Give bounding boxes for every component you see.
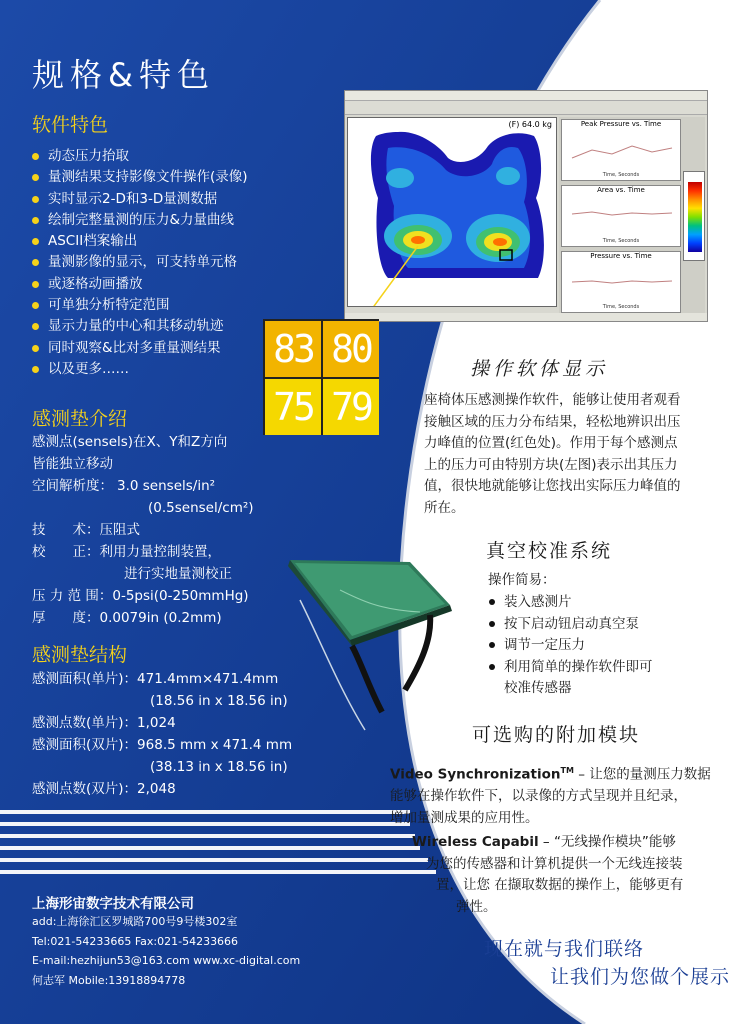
peak-force-label: (F) 64.0 kg — [508, 120, 552, 129]
screenshot-statusbar — [345, 313, 707, 321]
spec-calibration: 校 正： 利用力量控制装置， — [32, 544, 221, 560]
sensel-value: 83 — [265, 321, 321, 377]
list-item: 同时观察&比对多重量测结果 — [30, 338, 248, 359]
company-contact — [32, 912, 300, 990]
spec-area-double: 感测面积(双片)： 968.5 mm x 471.4 mm — [32, 737, 293, 753]
software-screenshot — [344, 90, 708, 322]
area-chart: Area vs. Time Time, Seconds — [561, 185, 681, 247]
pad-intro-specs — [32, 431, 254, 629]
color-scale-legend — [683, 171, 705, 261]
software-features-heading: 软件特色 — [32, 114, 109, 136]
cta-demo: 让我们为您做个展示 — [550, 966, 731, 988]
list-item: 可单独分析特定范围 — [30, 295, 248, 316]
list-item: 按下启动钮启动真空泵 — [488, 614, 653, 636]
list-item: 以及更多…… — [30, 359, 248, 380]
pressure-map — [348, 118, 556, 306]
color-scale-bar — [688, 182, 702, 252]
sensel-value: 75 — [265, 379, 321, 435]
screenshot-toolbar — [345, 101, 707, 115]
vacuum-steps-list — [488, 592, 653, 678]
list-item: ASCII档案输出 — [30, 231, 248, 252]
list-item: 量测结果支持影像文件操作(录像) — [30, 167, 248, 188]
vacuum-step-cont: 校准传感器 — [504, 680, 572, 696]
list-item: 实时显示2-D和3-D量测数据 — [30, 189, 248, 210]
list-item: 绘制完整量测的压力&力量曲线 — [30, 210, 248, 231]
list-item: 或逐格动画播放 — [30, 274, 248, 295]
peak-pressure-chart-plot — [562, 128, 680, 168]
screenshot-menubar — [345, 91, 707, 101]
list-item: 动态压力抬取 — [30, 146, 248, 167]
vacuum-heading: 真空校准系统 — [486, 540, 613, 562]
pad-intro-heading: 感测垫介绍 — [32, 408, 128, 430]
contact-person-text: 何志军 Mobile:13918894778 — [32, 973, 186, 987]
sensel-value: 80 — [323, 321, 379, 377]
software-display-heading: 操作软体显示 — [470, 358, 609, 380]
vacuum-intro: 操作简易： — [488, 572, 556, 588]
spec-line: 皆能独立移动 — [32, 456, 113, 472]
wireless-text: Wireless Capabil – “无线操作模块”能够 为您的传感器和计算机提供一个无线连接装 置，让您 在撷取数据的操作上，能够更有 弹性。 — [412, 834, 684, 915]
spec-resolution-metric: (0.5sensel/cm²) — [148, 500, 254, 516]
peak-pressure-chart: Peak Pressure vs. Time Time, Seconds — [561, 119, 681, 181]
phone-text: Tel:021-54233665 Fax:021-54233666 — [32, 934, 239, 948]
wireless-title: Wireless Capabil — [412, 834, 539, 850]
spec-points-double: 感测点数(双片)： 2,048 — [32, 781, 176, 797]
spec-area-single-in: (18.56 in x 18.56 in) — [150, 693, 288, 709]
email-web-text: E-mail:hezhijun53@163.com www.xc-digital.com — [32, 954, 301, 967]
spec-calibration-cont: 进行实地量测校正 — [124, 566, 232, 582]
list-item: 装入感测片 — [488, 592, 653, 614]
spec-area-double-in: (38.13 in x 18.56 in) — [150, 759, 288, 775]
list-item: 显示力量的中心和其移动轨迹 — [30, 316, 248, 337]
list-item: 利用简单的操作软件即可 — [488, 657, 653, 679]
spec-resolution: 空间解析度： 3.0 sensels/in² — [32, 478, 216, 494]
spec-technology: 技 术： 压阻式 — [32, 522, 140, 538]
page-title: 规格&特色 — [32, 56, 215, 94]
pad-structure-specs — [32, 668, 292, 800]
video-sync-title: Video Synchronization — [390, 766, 561, 783]
spec-points-single: 感测点数(单片)： 1,024 — [32, 715, 176, 731]
list-item: 调节一定压力 — [488, 635, 653, 657]
spec-pressure-range: 压 力 范 围： 0-5psi(0-250mmHg) — [32, 588, 249, 604]
company-name: 上海形宙数字技术有限公司 — [32, 896, 194, 912]
sensel-value-grid — [263, 319, 379, 435]
list-item: 量测影像的显示，可支持单元格 — [30, 252, 248, 273]
pad-structure-heading: 感测垫结构 — [32, 644, 128, 666]
spec-line: 感测点(sensels)在X、Y和Z方向 — [32, 434, 228, 450]
cta-contact-us: 现在就与我们联络 — [484, 938, 645, 960]
area-chart-plot — [562, 194, 680, 234]
spec-thickness: 厚 度： 0.0079in (0.2mm) — [32, 610, 222, 626]
pressure-chart: Pressure vs. Time Time, Seconds — [561, 251, 681, 313]
pressure-map-panel — [347, 117, 557, 307]
charts-panel — [559, 117, 705, 317]
sensel-value: 79 — [323, 379, 379, 435]
software-features-list — [30, 146, 248, 380]
address-text: add:上海徐汇区罗城路700号9号楼302室 — [32, 915, 238, 928]
video-sync-text: Video Synchronization™ – 让您的量测压力数据 能够在操作软件下，以录像的方式呈现并且纪录， 增加量测成果的应用性。 — [390, 766, 711, 826]
pressure-chart-plot — [562, 260, 680, 300]
spec-area-single: 感测面积(单片)： 471.4mm×471.4mm — [32, 671, 279, 687]
addons-heading: 可选购的附加模块 — [472, 724, 641, 746]
software-display-text: 座椅体压感测操作软件，能够让使用者观看 接触区域的压力分布结果，轻松地辨识出压 力峰值的位置(红色处)。作用于每个感测点 上的压力可由特别方块(左图)表示出其压力 值，很快地就能够让您找出实际压力峰值的 所在。 — [424, 392, 681, 516]
